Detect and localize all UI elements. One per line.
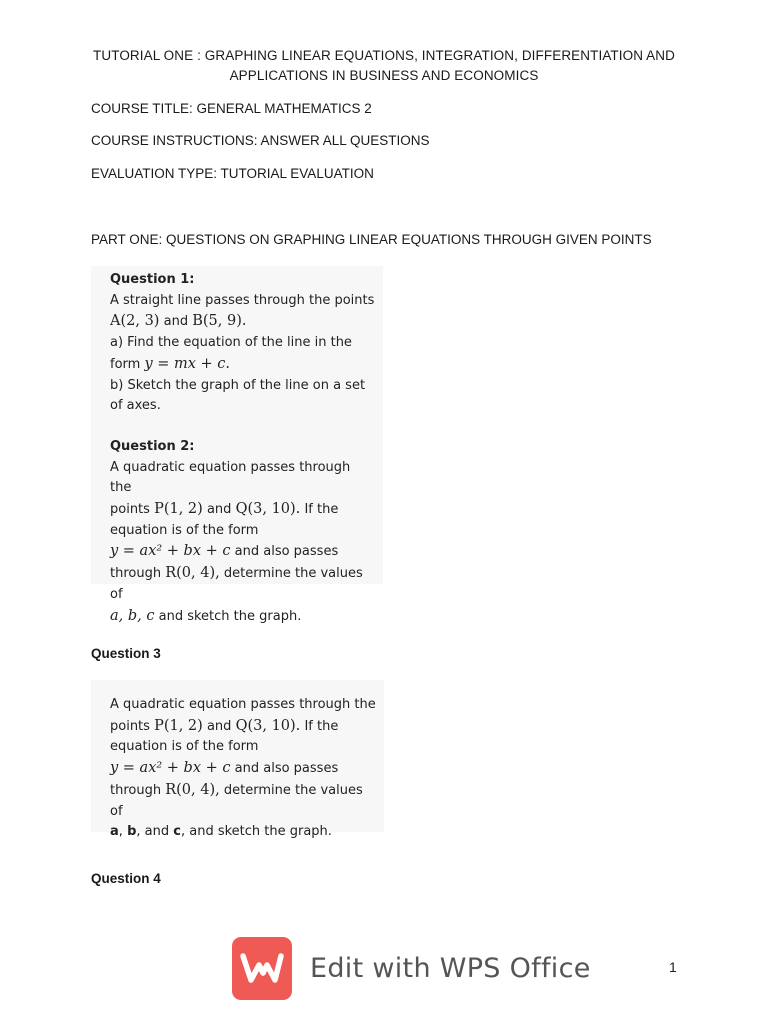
wps-logo-icon — [232, 937, 292, 1000]
q3-var-a: a — [110, 824, 119, 840]
q2-vars: a, b, c — [110, 607, 155, 624]
title-line-1: TUTORIAL ONE : GRAPHING LINEAR EQUATIONS, INTEGRATION, DIFFERENTIATION AND — [93, 48, 675, 63]
q2-points-word: points — [110, 502, 150, 518]
q3-sketch: , and sketch the graph. — [180, 824, 332, 840]
q3-through: through — [110, 782, 162, 798]
q3-var-c: c — [173, 824, 181, 840]
title-line-2: APPLICATIONS IN BUSINESS AND ECONOMICS — [229, 68, 539, 83]
course-instructions: COURSE INSTRUCTIONS: ANSWER ALL QUESTIONS — [91, 133, 430, 148]
question-4-heading: Question 4 — [91, 871, 161, 886]
q2-through: through — [110, 566, 162, 582]
q3-point-r: R(0, 4), — [165, 781, 220, 798]
q2-equation-form: y = ax² + bx + c — [110, 543, 231, 560]
q3-and: and — [206, 718, 232, 734]
q2-and: and — [206, 502, 232, 518]
q2-sketch: and sketch the graph. — [158, 608, 302, 624]
q3-point-p: P(1, 2) — [154, 717, 203, 734]
q1-line-3: a) Find the equation of the line in the — [110, 335, 352, 351]
page-number: 1 — [669, 959, 677, 975]
q3-equation-form: y = ax² + bx + c — [110, 760, 231, 777]
q1-form-word: form — [110, 356, 141, 372]
question-3-box — [91, 680, 384, 840]
q3-line-5 — [110, 780, 376, 822]
q3-line-4 — [110, 758, 376, 780]
q1-line-1: A straight line passes through the points — [110, 292, 375, 308]
q3-comma-1: , — [118, 824, 123, 840]
question-1-label: Question 1: — [110, 272, 195, 287]
q2-point-p: P(1, 2) — [154, 501, 203, 518]
q1-and: and — [163, 314, 189, 330]
q1-point-b: B(5, 9). — [192, 313, 247, 330]
q3-var-b: b — [127, 824, 137, 840]
q3-determine: determine the values of — [110, 782, 363, 819]
q1-line-5: b) Sketch the graph of the line on a set — [110, 377, 366, 393]
q1-line-6: of axes. — [110, 398, 161, 414]
q2-line-2 — [110, 499, 375, 521]
q2-line-5 — [110, 563, 375, 605]
q2-line-4 — [110, 541, 375, 563]
q2-line-3: equation is of the form — [110, 522, 259, 538]
question-2-label: Question 2: — [110, 438, 195, 454]
q1-equation: y = mx + c. — [144, 355, 231, 372]
q3-line-1: A quadratic equation passes through the — [110, 697, 376, 712]
q2-point-q: Q(3, 10). — [235, 501, 301, 518]
q2-point-r: R(0, 4), — [165, 565, 220, 582]
page-title — [60, 46, 708, 86]
q3-point-q: Q(3, 10). — [235, 717, 301, 734]
q2-also-passes: and also passes — [234, 544, 339, 560]
q2-line-6 — [110, 606, 375, 628]
q3-if-the: If the — [304, 718, 339, 734]
q1-point-a: A(2, 3) — [110, 313, 160, 330]
q2-determine: determine the values of — [110, 566, 363, 602]
q3-also-passes: and also passes — [234, 761, 339, 777]
evaluation-type: EVALUATION TYPE: TUTORIAL EVALUATION — [91, 166, 374, 181]
q3-line-6 — [110, 822, 376, 843]
q3-line-2 — [110, 716, 376, 738]
wps-label: Edit with WPS Office — [310, 952, 591, 984]
q3-comma-and: , and — [136, 824, 170, 840]
question-1-2-box — [91, 266, 383, 624]
q1-line-2 — [110, 311, 375, 333]
course-title: COURSE TITLE: GENERAL MATHEMATICS 2 — [91, 101, 372, 116]
question-3-heading: Question 3 — [91, 646, 161, 661]
q3-points-word: points — [110, 718, 150, 734]
q1-line-4 — [110, 354, 375, 376]
q2-line-1: A quadratic equation passes through the — [110, 459, 351, 496]
part-one-heading: PART ONE: QUESTIONS ON GRAPHING LINEAR EQUATIONS THROUGH GIVEN POINTS — [91, 232, 652, 247]
edit-with-wps-button[interactable] — [232, 936, 591, 1000]
q2-if-the: If the — [304, 502, 339, 518]
q3-line-3: equation is of the form — [110, 739, 259, 755]
